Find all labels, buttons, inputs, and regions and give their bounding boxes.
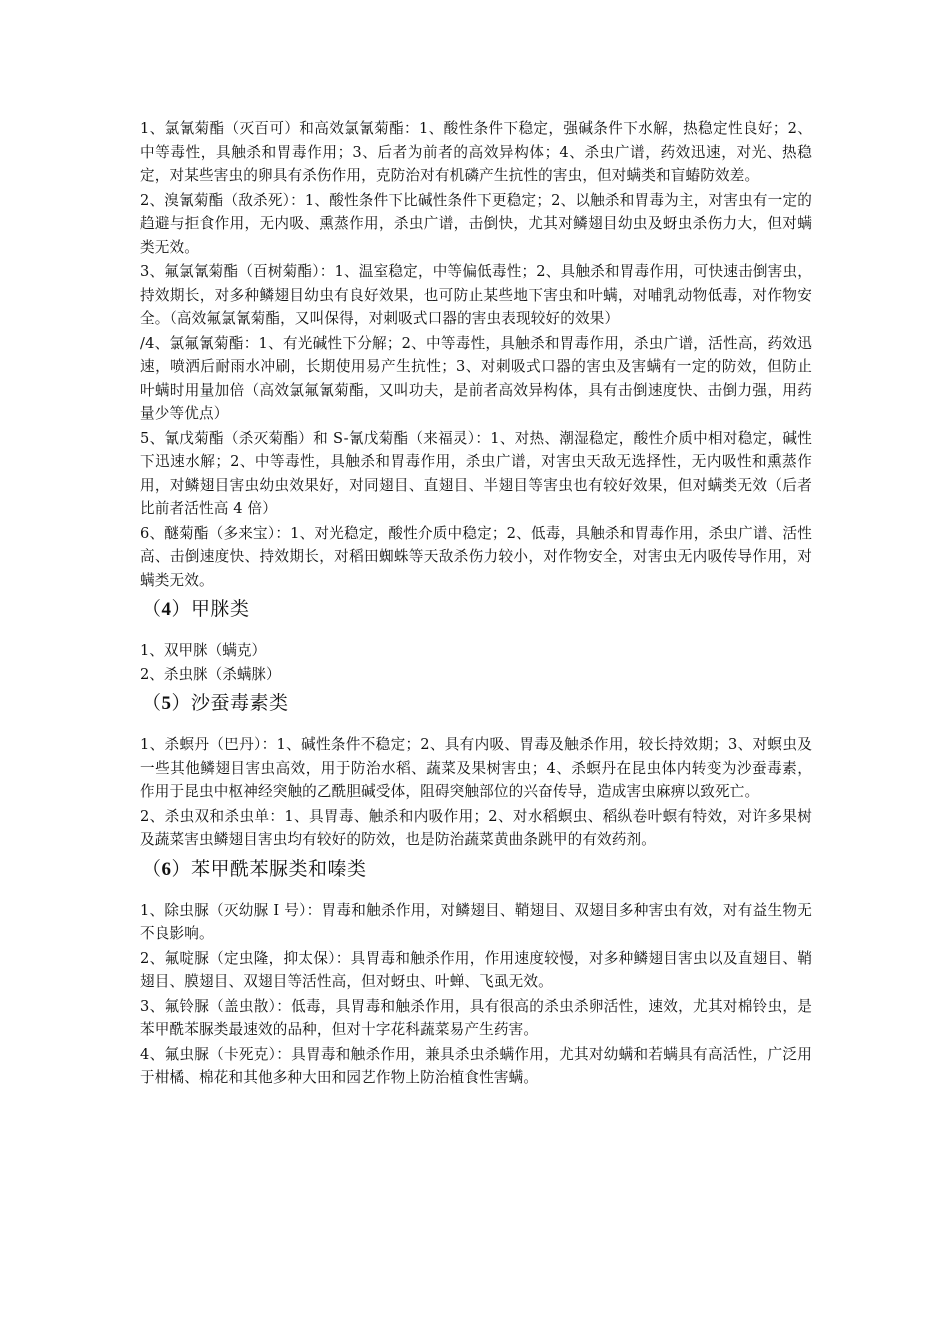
paragraph-cyfluthrin: 3、氟氯氰菊酯（百树菊酯）：1、温室稳定，中等偏低毒性；2、具触杀和胃毒作用，可快速击倒害虫，持效期长，对多种鳞翅目幼虫有良好效果，也可防止某些地下害虫和叶螨，对哺乳动物低毒，对作物安全。（高效氟氯氰菊酯，又叫保得，对刺吸式口器的害虫表现较好的效果）	[140, 263, 812, 327]
section-number: 5	[161, 693, 172, 714]
nereistoxin-section	[140, 733, 812, 852]
paragraph-cypermethrin: 1、氯氰菊酯（灭百可）和高效氯氰菊酯：1、酸性条件下稳定，强碱条件下水解，热稳定性良好；2、中等毒性，具触杀和胃毒作用；3、后者为前者的高效异构体；4、杀虫广谱，药效迅速，对光、热稳定，对某些害虫的卵具有杀伤作用，克防治对有机磷产生抗性的害虫，但对螨类和盲蝽防效差。	[140, 120, 812, 184]
formamidine-section	[140, 639, 812, 686]
paragraph-deltamethrin: 2、溴氰菊酯（敌杀死）：1、酸性条件下比碱性条件下更稳定；2、以触杀和胃毒为主，对害虫有一定的趋避与拒食作用，无内吸、熏蒸作用，杀虫广谱，击倒快，尤其对鳞翅目幼虫及蚜虫杀伤力大，但对螨类无效。	[140, 191, 812, 256]
section-number: 6	[161, 858, 172, 880]
section-title: 苯甲酰苯脲类和嗪类	[191, 857, 367, 880]
section-heading-5: （5）沙蚕毒素类	[142, 692, 289, 714]
benzoylurea-section	[140, 899, 812, 1090]
paragraph-diflubenzuron: 1、除虫脲（灭幼脲 I 号）：胃毒和触杀作用，对鳞翅目、鞘翅目、双翅目多种害虫有效，对有益生物无不良影响。	[140, 901, 812, 942]
paragraph-hexaflumuron: 3、氟铃脲（盖虫散）：低毒，具胃毒和触杀作用，具有很高的杀虫杀卵活性，速效，尤其对棉铃虫，是苯甲酰苯脲类最速效的品种，但对十字花科蔬菜易产生药害。	[140, 997, 812, 1038]
paragraph-cartap: 1、杀螟丹（巴丹）：1、碱性条件不稳定；2、具有内吸、胃毒及触杀作用，较长持效期；3、对螟虫及一些其他鳞翅目害虫高效，用于防治水稻、蔬菜及果树害虫；4、杀螟丹在昆虫体内转变为沙蚕毒素，作用于昆虫中枢神经突触的乙酰胆碱受体，阻碍突触部位的兴奋传导，造成害虫麻痹以致死亡。	[140, 736, 812, 800]
section-number: 4	[161, 599, 172, 620]
paragraph-etofenprox: 6、醚菊酯（多来宝）：1、对光稳定，酸性介质中稳定；2、低毒，具触杀和胃毒作用，杀虫广谱、活性高、击倒速度快、持效期长，对稻田蜘蛛等天敌杀伤力较小，对作物安全，对害虫无内吸传导作用，对螨类无效。	[140, 524, 812, 589]
document-page	[140, 117, 812, 1091]
section-heading-4: （4）甲脒类	[142, 598, 250, 620]
paragraph-cyhalothrin: /4、氯氟氰菊酯：1、有光碱性下分解；2、中等毒性，具触杀和胃毒作用，杀虫广谱，活性高，药效迅速，喷洒后耐雨水冲刷，长期使用易产生抗性；3、对刺吸式口器的害虫及害螨有一定的防效，但防止叶螨时用量加倍（高效氯氟氰菊酯，又叫功夫，是前者高效异构体，具有击倒速度快、击倒力强，用药量少等优点）	[140, 334, 812, 422]
paragraph-bisultap: 2、杀虫双和杀虫单：1、具胃毒、触杀和内吸作用；2、对水稻螟虫、稻纵卷叶螟有特效，对许多果树及蔬菜害虫鳞翅目害虫均有较好的防效，也是防治蔬菜黄曲条跳甲的有效药剂。	[140, 807, 812, 848]
paragraph-flufenoxuron: 4、氟虫脲（卡死克）：具胃毒和触杀作用，兼具杀虫杀螨作用，尤其对幼螨和若螨具有高活性，广泛用于柑橘、棉花和其他多种大田和园艺作物上防治植食性害螨。	[140, 1045, 812, 1086]
section-title: 沙蚕毒素类	[191, 692, 289, 714]
section-title: 甲脒类	[191, 598, 250, 620]
list-item: 2、杀虫脒（杀螨脒）	[140, 665, 281, 683]
pyrethroid-section	[140, 117, 812, 592]
list-item: 1、双甲脒（螨克）	[140, 642, 267, 659]
paragraph-chlorfluazuron: 2、氟啶脲（定虫隆，抑太保）：具胃毒和触杀作用，作用速度较慢，对多种鳞翅目害虫以及直翅目、鞘翅目、膜翅目、双翅目等活性高，但对蚜虫、叶蝉、飞虱无效。	[140, 949, 812, 990]
section-heading-6: （6）苯甲酰苯脲类和嗪类	[142, 857, 367, 880]
paragraph-fenvalerate: 5、氰戊菊酯（杀灭菊酯）和 S-氰戊菊酯（来福灵）：1、对热、潮湿稳定，酸性介质中相对稳定，碱性下迅速水解；2、中等毒性，具触杀和胃毒作用，杀虫广谱，对害虫天敌无选择性，无内吸性和熏蒸作用，对鳞翅目害虫幼虫效果好，对同翅目、直翅目、半翅目等害虫也有较好效果，但对螨类无效（后者比前者活性高 4 倍）	[140, 429, 812, 517]
